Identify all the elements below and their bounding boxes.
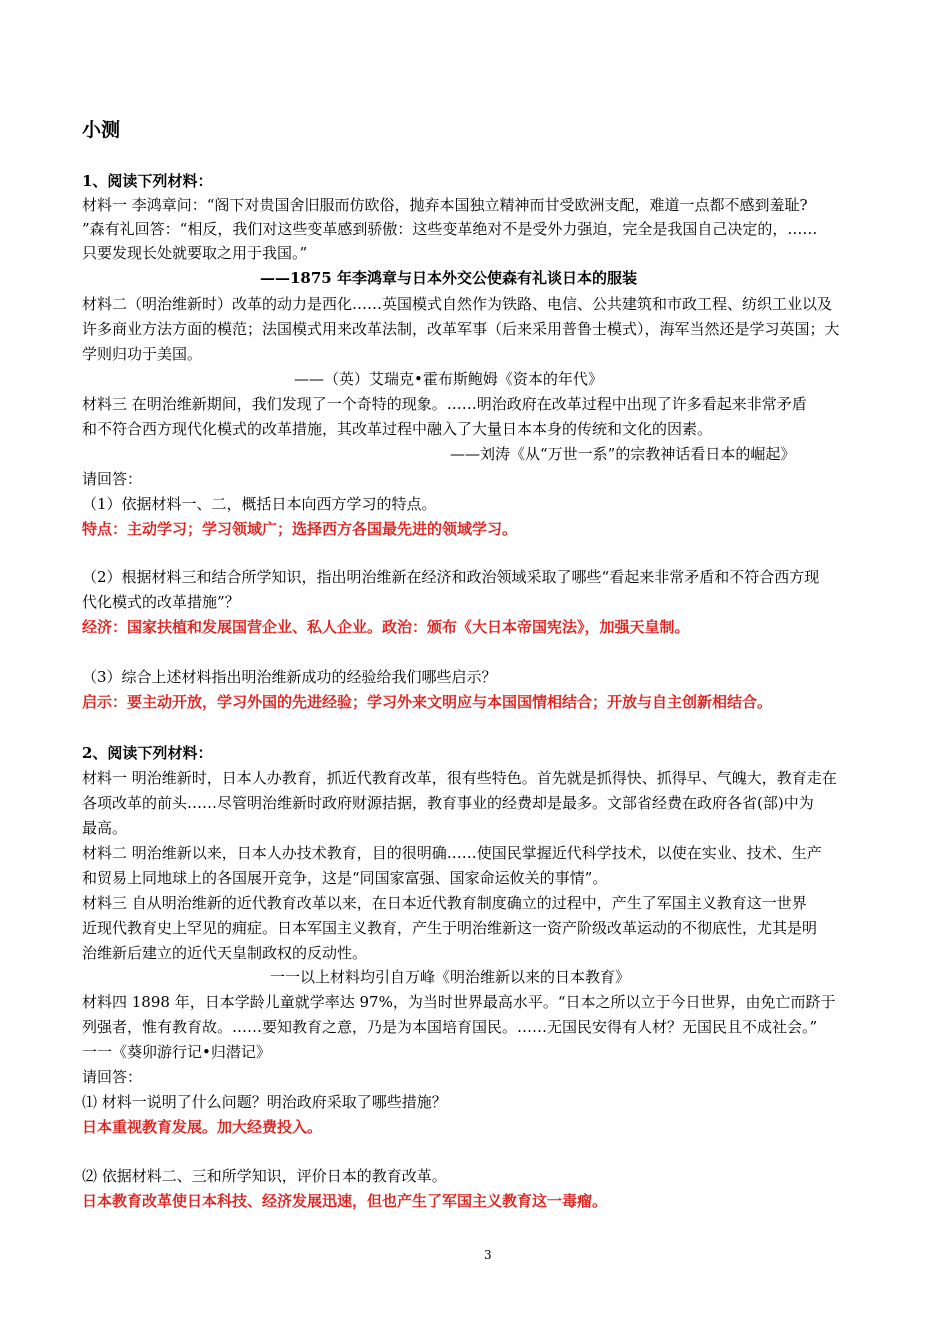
q1-material3-source: ——刘涛《从“万世一系”的宗教神话看日本的崛起》 bbox=[450, 445, 796, 463]
q1-material3-line: 材料三 在明治维新期间，我们发现了一个奇特的现象。……明治政府在改革过程中出现了许多看起来非常矛盾 bbox=[82, 395, 807, 413]
q2-material2-line: 材料二 明治维新以来，日本人办技术教育，目的很明确……使国民掌握近代科学技术，以使在实业、技术、生产 bbox=[82, 844, 822, 862]
q2-material3-source: 一一以上材料均引自万峰《明治维新以来的日本教育》 bbox=[270, 968, 631, 986]
page-number: 3 bbox=[484, 1248, 492, 1262]
q1-material2-line: 许多商业方法方面的模范；法国模式用来改革法制，改革军事（后来采用普鲁士模式），海军当然还是学习英国；大 bbox=[82, 320, 840, 338]
q2-answer-2: 日本教育改革使日本科技、经济发展迅速，但也产生了军国主义教育这一毒瘤。 bbox=[82, 1192, 608, 1210]
q2-material2-line: 和贸易上同地球上的各国展开竞争，这是“同国家富强、国家命运攸关的事情”。 bbox=[82, 869, 608, 887]
q2-subquestion-1: ⑴ 材料一说明了什么问题？明治政府采取了哪些措施？ bbox=[82, 1093, 447, 1111]
q1-answer-1: 特点：主动学习；学习领域广；选择西方各国最先进的领域学习。 bbox=[82, 520, 518, 538]
q1-material1-line: 只要发现长处就要取之用于我国。” bbox=[82, 244, 308, 262]
q1-prompt: 请回答： bbox=[82, 470, 143, 488]
q2-material1-line: 材料一 明治维新时，日本人办教育，抓近代教育改革，很有些特色。首先就是抓得快、抓得早、气魄大，教育走在 bbox=[82, 769, 837, 787]
q1-material2-line: 学则归功于美国。 bbox=[82, 345, 203, 363]
q1-material1-source: ——1875 年李鸿章与日本外交公使森有礼谈日本的服装 bbox=[260, 269, 637, 287]
q1-material2-line: 材料二（明治维新时）改革的动力是西化……英国模式自然作为铁路、电信、公共建筑和市政工程、纺织工业以及 bbox=[82, 295, 833, 313]
q1-heading: 1、阅读下列材料： bbox=[82, 172, 213, 190]
q2-material1-line: 最高。 bbox=[82, 819, 128, 837]
q2-heading: 2、阅读下列材料： bbox=[82, 744, 213, 762]
q2-subquestion-2: ⑵ 依据材料二、三和所学知识，评价日本的教育改革。 bbox=[82, 1167, 447, 1185]
q1-answer-2: 经济：国家扶植和发展国营企业、私人企业。政治：颁布《大日本帝国宪法》，加强天皇制。 bbox=[82, 618, 690, 636]
q1-subquestion-2-line: （2）根据材料三和结合所学知识，指出明治维新在经济和政治领域采取了哪些“看起来非常矛盾和不符合西方现 bbox=[82, 568, 820, 586]
q2-material3-line: 治维新后建立的近代天皇制政权的反动性。 bbox=[82, 944, 368, 962]
q2-material3-line: 近现代教育史上罕见的痈症。日本军国主义教育，产生于明治维新这一资产阶级改革运动的不彻底性，尤其是明 bbox=[82, 919, 818, 937]
page-title: 小测 bbox=[82, 119, 121, 141]
q2-material3-line: 材料三 自从明治维新的近代教育改革以来，在日本近代教育制度确立的过程中，产生了军国主义教育这一世界 bbox=[82, 894, 807, 912]
q1-material1-line: ”森有礼回答：“相反，我们对这些变革感到骄傲：这些变革绝对不是受外力强迫，完全是我国自己决定的，…… bbox=[82, 220, 818, 238]
q1-subquestion-3: （3）综合上述材料指出明治维新成功的经验给我们哪些启示？ bbox=[82, 668, 497, 686]
q1-material1-line: 材料一 李鸿章问：“阁下对贵国舍旧服而仿欧俗，抛弃本国独立精神而甘受欧洲支配，难道一点都不感到羞耻? bbox=[82, 196, 808, 214]
q1-material3-line: 和不符合西方现代化模式的改革措施，其改革过程中融入了大量日本本身的传统和文化的因素。 bbox=[82, 420, 713, 438]
q2-answer-1: 日本重视教育发展。加大经费投入。 bbox=[82, 1118, 323, 1136]
q2-material4-line: 列强者，惟有教育故。……要知教育之意，乃是为本国培育国民。……无国民安得有人材？无国民且不成社会。” bbox=[82, 1018, 818, 1036]
q1-subquestion-1: （1）依据材料一、二，概括日本向西方学习的特点。 bbox=[82, 495, 437, 513]
q2-prompt: 请回答： bbox=[82, 1068, 143, 1086]
q2-material4-line: 材料四 1898 年，日本学龄儿童就学率达 97%，为当时世界最高水平。“日本之所以立于今日世界，由免亡而跻于 bbox=[82, 993, 836, 1011]
q1-answer-3: 启示：要主动开放，学习外国的先进经验；学习外来文明应与本国国情相结合；开放与自主创新相结合。 bbox=[82, 693, 773, 711]
q1-subquestion-2-line: 代化模式的改革措施”？ bbox=[82, 593, 240, 611]
q2-material4-line: 一一《葵卯游行记•归潜记》 bbox=[82, 1043, 271, 1061]
q1-material2-source: ——（英）艾瑞克•霍布斯鲍姆《资本的年代》 bbox=[294, 370, 603, 388]
q2-material1-line: 各项改革的前头……尽管明治维新时政府财源拮据，教育事业的经费却是最多。文部省经费在政府各省(部)中为 bbox=[82, 794, 814, 812]
